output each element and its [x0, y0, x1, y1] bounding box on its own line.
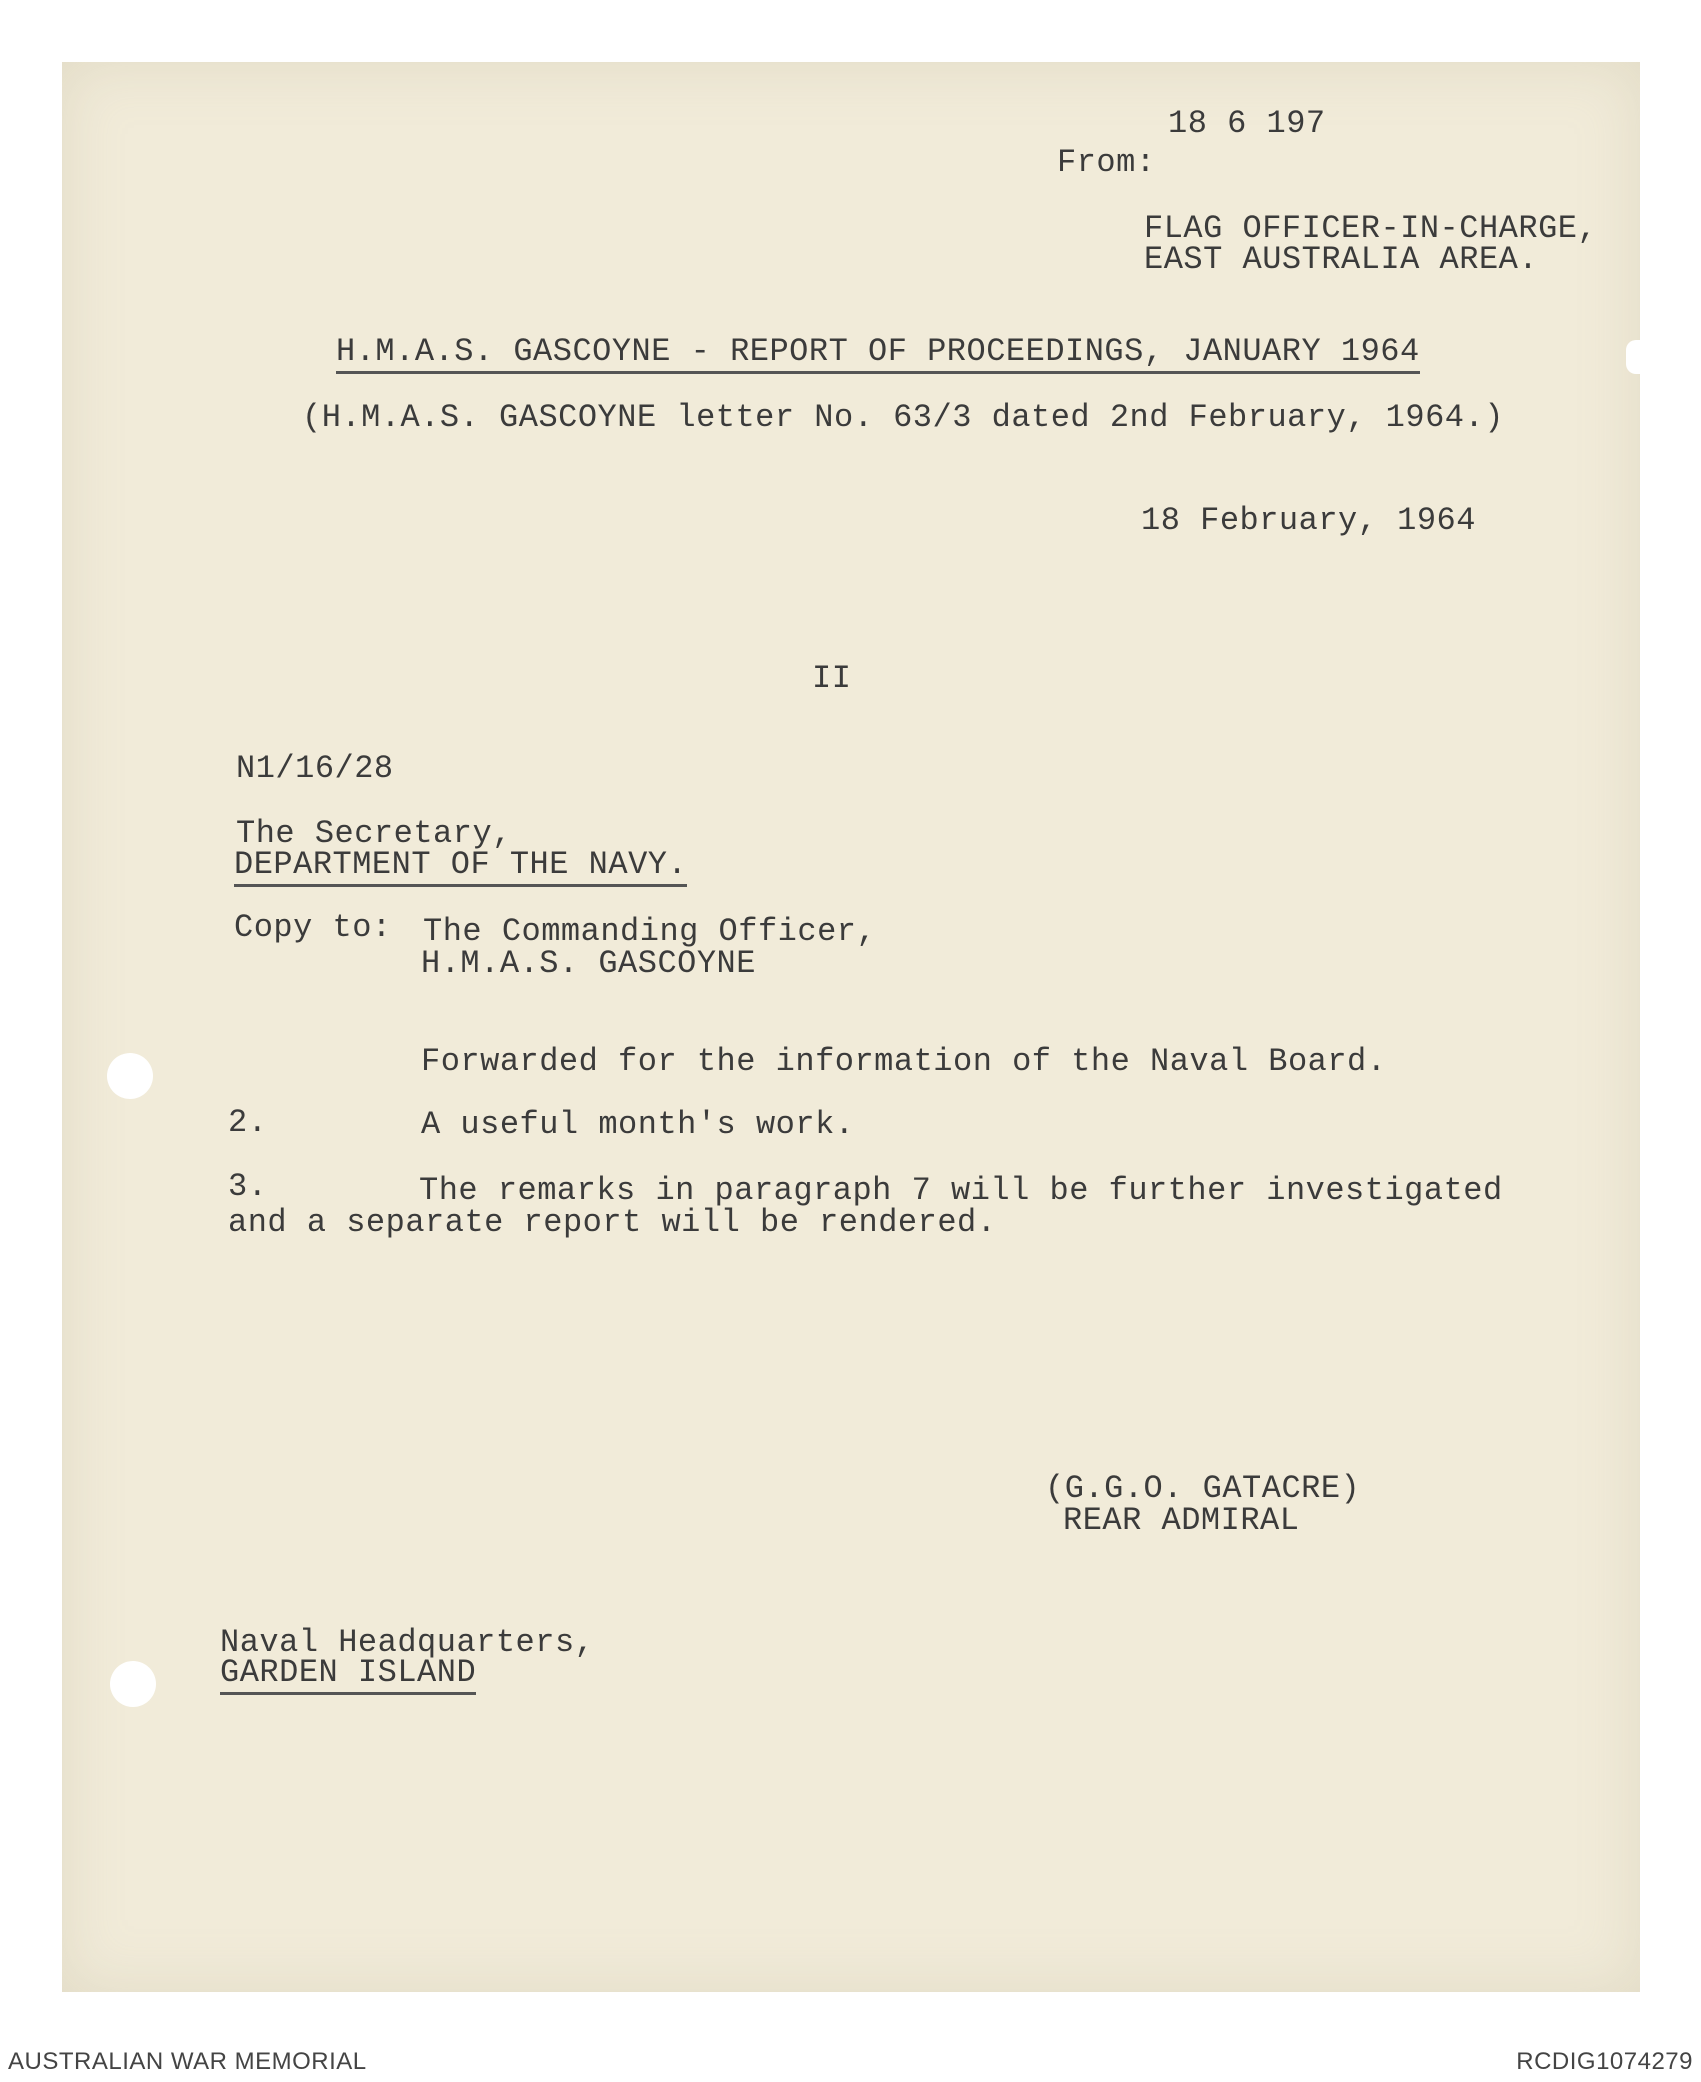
- document-subtitle: (H.M.A.S. GASCOYNE letter No. 63/3 dated 2nd February, 1964.): [302, 399, 1504, 436]
- copy-to-line-2: H.M.A.S. GASCOYNE: [421, 945, 756, 982]
- signature-rank: REAR ADMIRAL: [1063, 1502, 1300, 1539]
- punch-hole-lower: [110, 1661, 156, 1707]
- document-title: H.M.A.S. GASCOYNE - REPORT OF PROCEEDINGS, JANUARY 1964: [336, 336, 1420, 374]
- page-notch: [1626, 340, 1640, 374]
- paragraph-2-number: 2.: [228, 1104, 268, 1141]
- copy-to-line-1: The Commanding Officer,: [423, 913, 877, 950]
- paragraph-1: Forwarded for the information of the Naval Board.: [421, 1043, 1387, 1080]
- footer-record-id: RCDIG1074279: [1516, 2048, 1693, 2075]
- section-number: II: [812, 660, 852, 697]
- addressee-line-2: DEPARTMENT OF THE NAVY.: [234, 849, 687, 887]
- paragraph-3-line-2: and a separate report will be rendered.: [228, 1204, 997, 1241]
- file-reference: N1/16/28: [236, 750, 394, 787]
- addressee-line-1: The Secretary,: [236, 815, 512, 852]
- document-date: 18 February, 1964: [1141, 502, 1476, 539]
- signature-name: (G.G.O. GATACRE): [1045, 1470, 1361, 1507]
- copy-to-label: Copy to:: [234, 909, 392, 946]
- date-stamp: 18 6 197: [1168, 105, 1326, 142]
- from-label: From:: [1057, 144, 1156, 181]
- footer-institution: AUSTRALIAN WAR MEMORIAL: [8, 2048, 367, 2075]
- from-line-1: FLAG OFFICER-IN-CHARGE,: [1144, 210, 1598, 247]
- paragraph-3-number: 3.: [228, 1168, 268, 1205]
- location-line-2: GARDEN ISLAND: [220, 1657, 476, 1695]
- paragraph-2: A useful month's work.: [421, 1106, 855, 1143]
- from-line-2: EAST AUSTRALIA AREA.: [1144, 241, 1539, 278]
- paragraph-3-line-1: The remarks in paragraph 7 will be further investigated: [419, 1172, 1503, 1209]
- location-line-1: Naval Headquarters,: [220, 1624, 595, 1661]
- punch-hole-upper: [107, 1053, 153, 1099]
